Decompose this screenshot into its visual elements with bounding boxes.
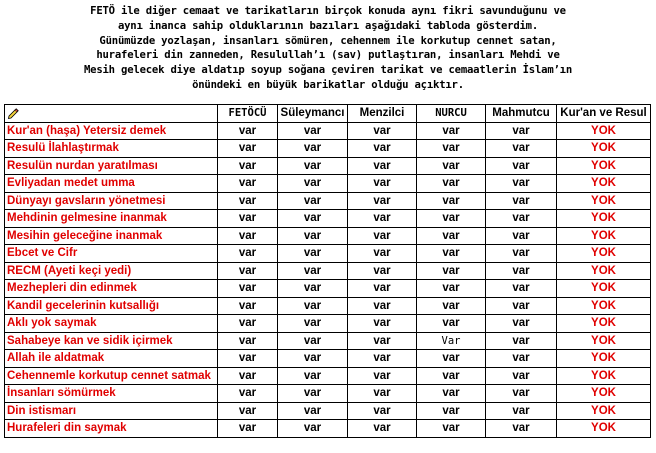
intro-line: Günümüzde yozlaşan, insanları sömüren, cehennem ile korkutup cennet satan,: [99, 34, 557, 47]
cell-menzilci: var: [348, 420, 417, 438]
cell-nurcu: var: [417, 297, 486, 315]
cell-kuran-ve-resul: YOK: [557, 367, 651, 385]
cell-mahmutcu: var: [486, 122, 557, 140]
cell-kuran-ve-resul: YOK: [557, 315, 651, 333]
cell-suleymanci: var: [278, 385, 348, 403]
cell-suleymanci: var: [278, 192, 348, 210]
header-kuran-ve-resul: Kur'an ve Resul: [557, 105, 651, 123]
cell-suleymanci: var: [278, 175, 348, 193]
table-row: [5, 227, 651, 245]
cell-nurcu: var: [417, 315, 486, 333]
table-row: [5, 332, 651, 350]
cell-fetocu: var: [218, 262, 278, 280]
table-row: [5, 262, 651, 280]
cell-mahmutcu: var: [486, 367, 557, 385]
cell-fetocu: var: [218, 210, 278, 228]
cell-menzilci: var: [348, 297, 417, 315]
header-suleymanci: Süleymancı: [278, 105, 348, 123]
cell-nurcu: var: [417, 262, 486, 280]
cell-suleymanci: var: [278, 262, 348, 280]
cell-menzilci: var: [348, 262, 417, 280]
cell-nurcu: var: [417, 385, 486, 403]
cell-menzilci: var: [348, 140, 417, 158]
cell-mahmutcu: var: [486, 210, 557, 228]
table-row: [5, 367, 651, 385]
comparison-table: [4, 104, 651, 438]
table-row: [5, 315, 651, 333]
row-label: Hurafeleri din saymak: [5, 420, 218, 438]
cell-mahmutcu: var: [486, 315, 557, 333]
cell-suleymanci: var: [278, 315, 348, 333]
cell-fetocu: var: [218, 385, 278, 403]
cell-kuran-ve-resul: YOK: [557, 385, 651, 403]
corner-cell: [5, 105, 218, 123]
cell-nurcu: var: [417, 350, 486, 368]
cell-nurcu: var: [417, 367, 486, 385]
cell-suleymanci: var: [278, 367, 348, 385]
cell-fetocu: var: [218, 157, 278, 175]
cell-mahmutcu: var: [486, 420, 557, 438]
cell-nurcu: var: [417, 280, 486, 298]
cell-suleymanci: var: [278, 227, 348, 245]
cell-fetocu: var: [218, 122, 278, 140]
cell-fetocu: var: [218, 332, 278, 350]
header-row: [5, 105, 651, 123]
cell-fetocu: var: [218, 420, 278, 438]
cell-suleymanci: var: [278, 157, 348, 175]
cell-nurcu: var: [417, 157, 486, 175]
cell-fetocu: var: [218, 367, 278, 385]
cell-nurcu: var: [417, 245, 486, 263]
cell-nurcu: var: [417, 210, 486, 228]
row-label: Kandil gecelerinin kutsallığı: [5, 297, 218, 315]
header-fetocu: FETÖCÜ: [218, 105, 278, 123]
cell-kuran-ve-resul: YOK: [557, 280, 651, 298]
cell-kuran-ve-resul: YOK: [557, 157, 651, 175]
cell-suleymanci: var: [278, 140, 348, 158]
row-label: Din istismarı: [5, 402, 218, 420]
cell-nurcu: Var: [417, 332, 486, 350]
table-row: [5, 297, 651, 315]
table-row: [5, 210, 651, 228]
table-row: [5, 122, 651, 140]
cell-fetocu: var: [218, 402, 278, 420]
table-row: [5, 175, 651, 193]
cell-mahmutcu: var: [486, 350, 557, 368]
intro-line: Mesih gelecek diye aldatıp soyup soğana çeviren tarikat ve cemaatlerin İslam’ın: [83, 64, 573, 77]
row-label: Ebcet ve Cifr: [5, 245, 218, 263]
cell-menzilci: var: [348, 280, 417, 298]
row-label: Dünyayı gavsların yönetmesi: [5, 192, 218, 210]
cell-kuran-ve-resul: YOK: [557, 402, 651, 420]
cell-mahmutcu: var: [486, 385, 557, 403]
cell-nurcu: var: [417, 192, 486, 210]
cell-suleymanci: var: [278, 350, 348, 368]
cell-menzilci: var: [348, 245, 417, 263]
cell-fetocu: var: [218, 192, 278, 210]
intro-line: aynı inanca sahip olduklarının bazıları aşağıdaki tabloda gösterdim.: [117, 19, 539, 32]
cell-nurcu: var: [417, 420, 486, 438]
cell-menzilci: var: [348, 367, 417, 385]
cell-mahmutcu: var: [486, 175, 557, 193]
cell-suleymanci: var: [278, 210, 348, 228]
cell-menzilci: var: [348, 332, 417, 350]
header-mahmutcu: Mahmutcu: [486, 105, 557, 123]
cell-suleymanci: var: [278, 245, 348, 263]
row-label: Mesihin geleceğine inanmak: [5, 227, 218, 245]
cell-kuran-ve-resul: YOK: [557, 350, 651, 368]
cell-menzilci: var: [348, 210, 417, 228]
cell-mahmutcu: var: [486, 297, 557, 315]
table-row: [5, 350, 651, 368]
row-label: İnsanları sömürmek: [5, 385, 218, 403]
table-row: [5, 420, 651, 438]
intro-line: FETÖ ile diğer cemaat ve tarikatların birçok konuda aynı fikri savunduğunu ve: [90, 5, 566, 17]
cell-mahmutcu: var: [486, 402, 557, 420]
cell-kuran-ve-resul: YOK: [557, 210, 651, 228]
cell-fetocu: var: [218, 297, 278, 315]
cell-kuran-ve-resul: YOK: [557, 227, 651, 245]
cell-suleymanci: var: [278, 122, 348, 140]
cell-menzilci: var: [348, 192, 417, 210]
row-label: Mehdinin gelmesine inanmak: [5, 210, 218, 228]
cell-mahmutcu: var: [486, 192, 557, 210]
cell-kuran-ve-resul: YOK: [557, 175, 651, 193]
cell-menzilci: var: [348, 350, 417, 368]
header-nurcu: NURCU: [417, 105, 486, 123]
cell-mahmutcu: var: [486, 140, 557, 158]
cell-kuran-ve-resul: YOK: [557, 140, 651, 158]
pencil-icon: [7, 107, 19, 119]
cell-mahmutcu: var: [486, 262, 557, 280]
cell-nurcu: var: [417, 227, 486, 245]
row-label: Mezhepleri din edinmek: [5, 280, 218, 298]
row-label: Evliyadan medet umma: [5, 175, 218, 193]
cell-fetocu: var: [218, 315, 278, 333]
cell-kuran-ve-resul: YOK: [557, 192, 651, 210]
cell-fetocu: var: [218, 227, 278, 245]
cell-menzilci: var: [348, 122, 417, 140]
cell-menzilci: var: [348, 227, 417, 245]
table-row: [5, 385, 651, 403]
cell-menzilci: var: [348, 157, 417, 175]
cell-nurcu: var: [417, 122, 486, 140]
cell-suleymanci: var: [278, 420, 348, 438]
intro-line: hurafeleri din zanneden, Resulullah’ı (sav) putlaştıran, insanları Mehdi ve: [96, 49, 560, 62]
cell-kuran-ve-resul: YOK: [557, 420, 651, 438]
cell-suleymanci: var: [278, 332, 348, 350]
row-label: Resulün nurdan yaratılması: [5, 157, 218, 175]
cell-suleymanci: var: [278, 402, 348, 420]
row-label: Aklı yok saymak: [5, 315, 218, 333]
table-row: [5, 245, 651, 263]
row-label: Allah ile aldatmak: [5, 350, 218, 368]
cell-kuran-ve-resul: YOK: [557, 297, 651, 315]
cell-fetocu: var: [218, 140, 278, 158]
intro-line: önündeki en büyük barikatlar olduğu açıktır.: [192, 78, 464, 91]
cell-suleymanci: var: [278, 280, 348, 298]
row-label: Kur'an (haşa) Yetersiz demek: [5, 122, 218, 140]
cell-mahmutcu: var: [486, 157, 557, 175]
cell-fetocu: var: [218, 175, 278, 193]
cell-fetocu: var: [218, 350, 278, 368]
cell-kuran-ve-resul: YOK: [557, 262, 651, 280]
header-menzilci: Menzilci: [348, 105, 417, 123]
intro-text: [0, 4, 656, 93]
cell-mahmutcu: var: [486, 332, 557, 350]
row-label: Sahabeye kan ve sidik içirmek: [5, 332, 218, 350]
cell-fetocu: var: [218, 245, 278, 263]
table-row: [5, 402, 651, 420]
cell-mahmutcu: var: [486, 280, 557, 298]
cell-suleymanci: var: [278, 297, 348, 315]
cell-menzilci: var: [348, 175, 417, 193]
cell-fetocu: var: [218, 280, 278, 298]
table-row: [5, 140, 651, 158]
table-row: [5, 192, 651, 210]
cell-mahmutcu: var: [486, 227, 557, 245]
cell-kuran-ve-resul: YOK: [557, 122, 651, 140]
cell-nurcu: var: [417, 175, 486, 193]
cell-menzilci: var: [348, 315, 417, 333]
cell-mahmutcu: var: [486, 245, 557, 263]
row-label: Resulü İlahlaştırmak: [5, 140, 218, 158]
cell-menzilci: var: [348, 385, 417, 403]
cell-nurcu: var: [417, 140, 486, 158]
cell-menzilci: var: [348, 402, 417, 420]
cell-kuran-ve-resul: YOK: [557, 245, 651, 263]
table-row: [5, 157, 651, 175]
row-label: RECM (Ayeti keçi yedi): [5, 262, 218, 280]
cell-nurcu: var: [417, 402, 486, 420]
table-row: [5, 280, 651, 298]
row-label: Cehennemle korkutup cennet satmak: [5, 367, 218, 385]
cell-kuran-ve-resul: YOK: [557, 332, 651, 350]
